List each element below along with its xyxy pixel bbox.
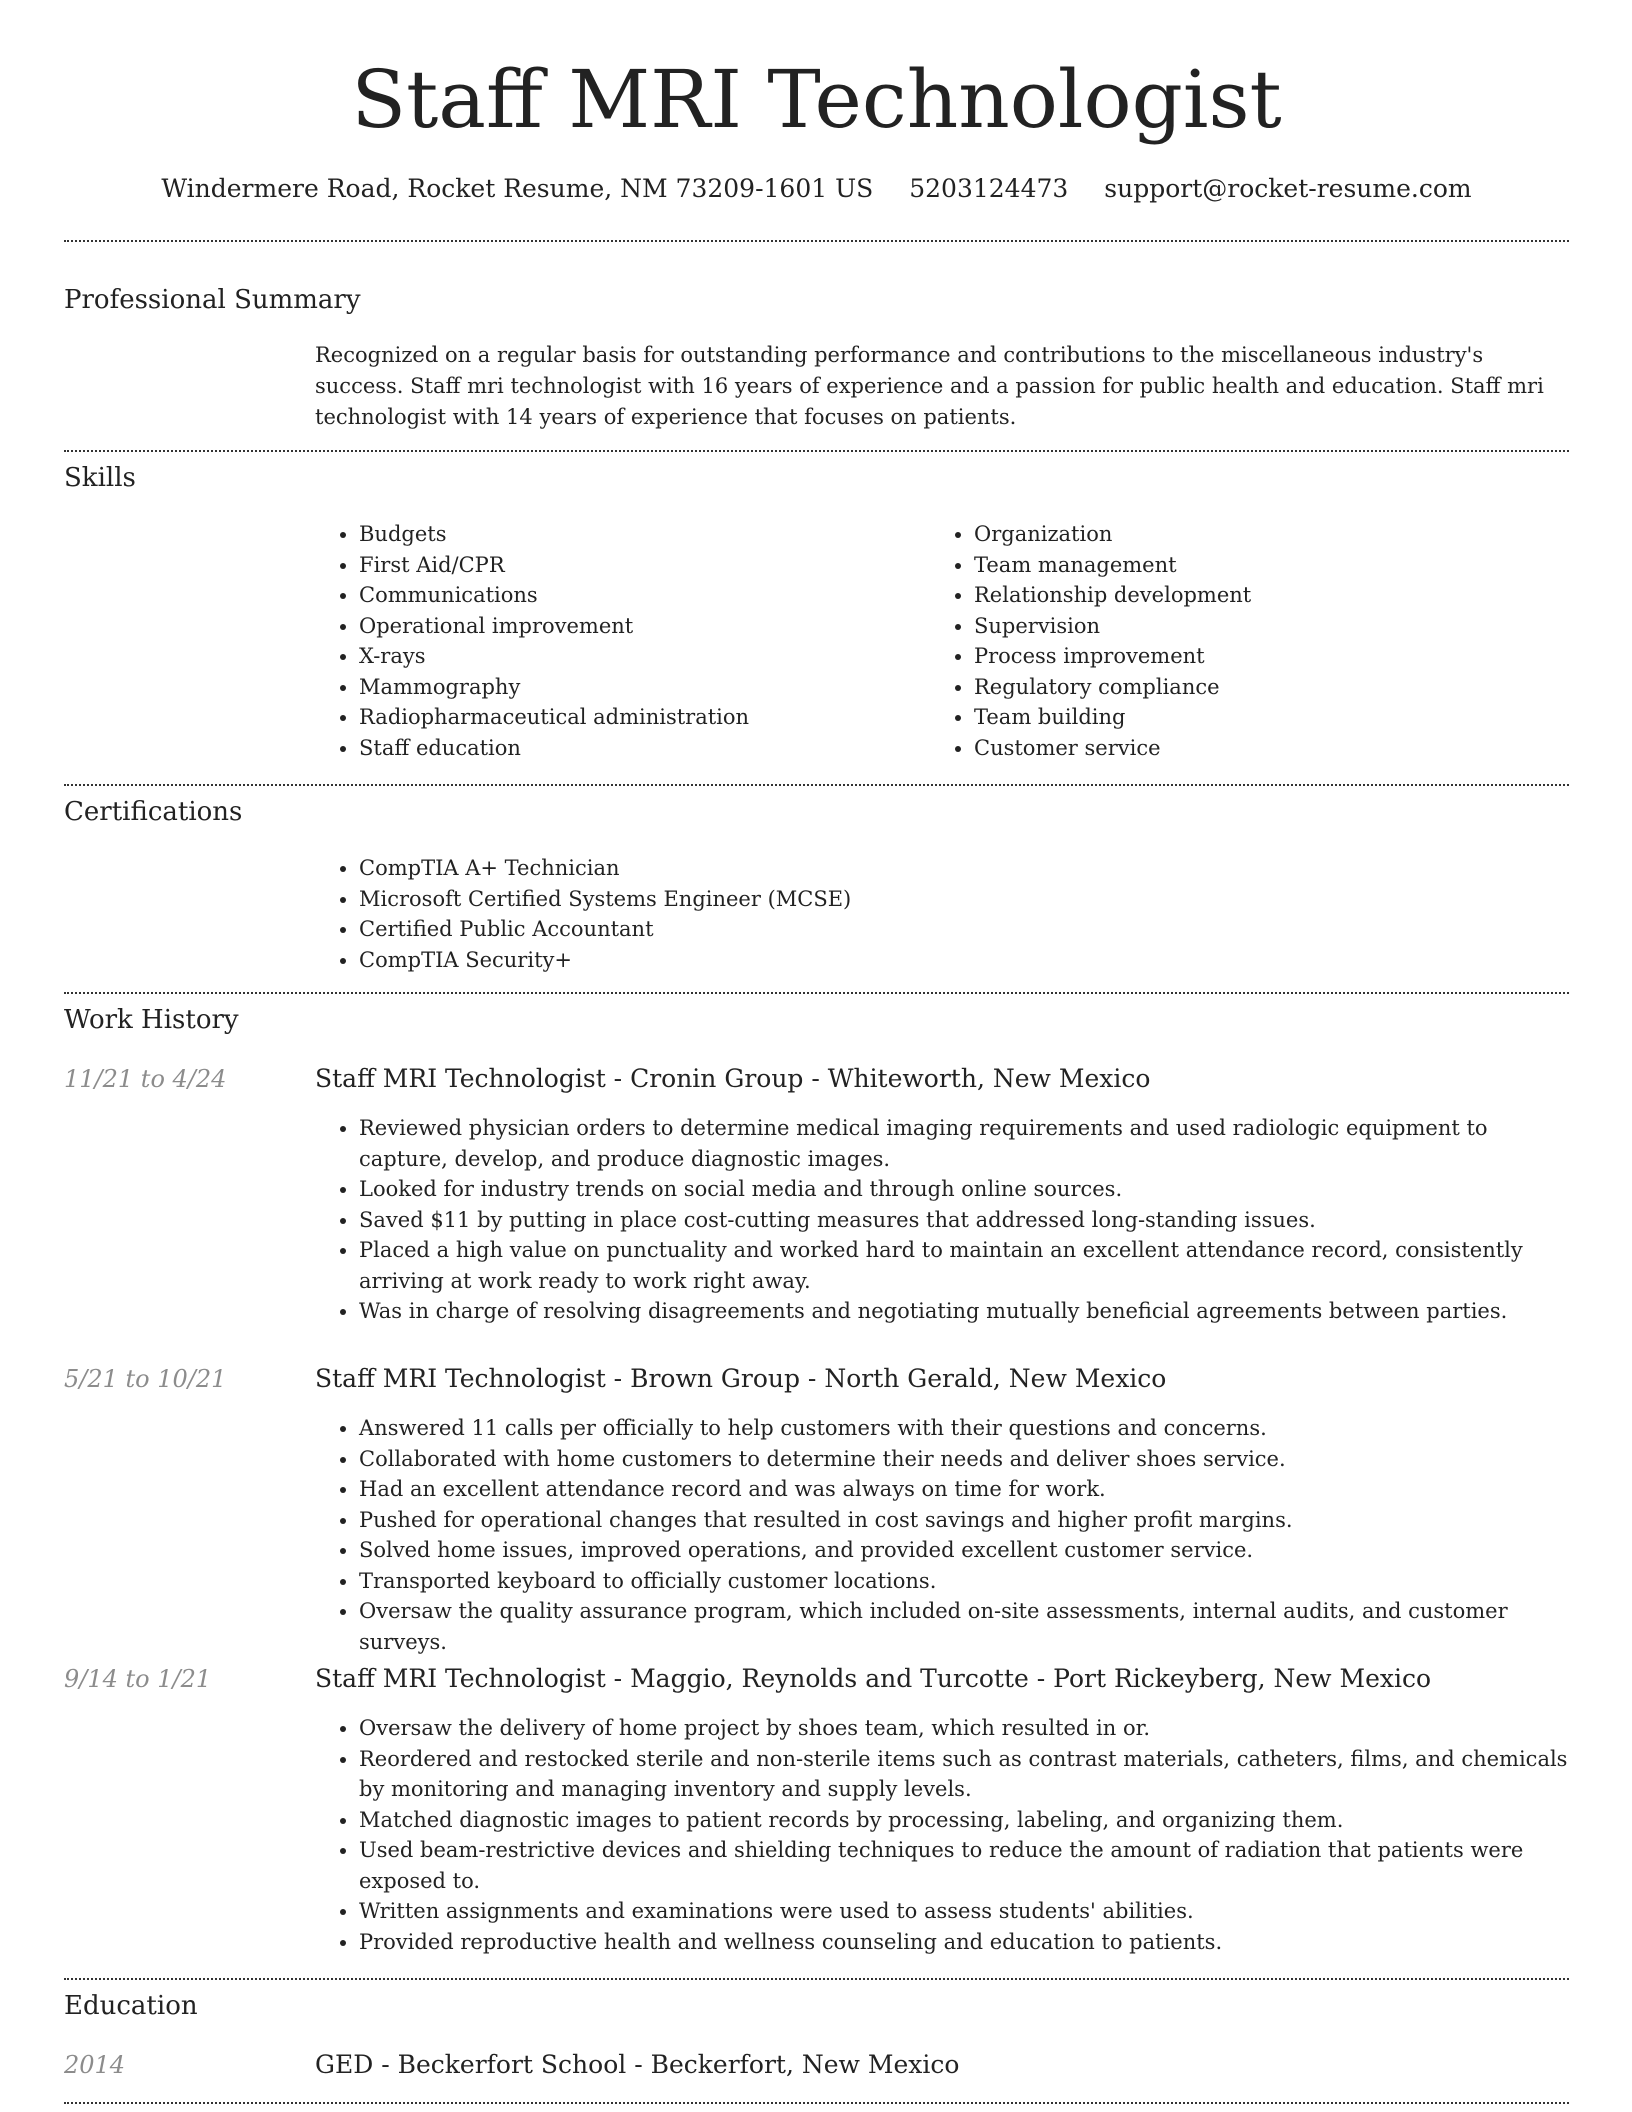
certification-item: • Certified Public Accountant: [359, 914, 1569, 945]
job-bullet-list: [315, 1113, 1569, 1327]
skill-item: • Mammography: [359, 672, 915, 703]
job-bullet-list: [315, 1413, 1569, 1657]
job-bullet: • Collaborated with home customers to determine their needs and deliver shoes service.: [359, 1444, 1569, 1475]
skill-item: • Process improvement: [974, 641, 1530, 672]
job-bullet: • Pushed for operational changes that resulted in cost savings and higher profit margins.: [359, 1505, 1569, 1536]
skill-item: • Customer service: [974, 733, 1530, 764]
job-bullet: • Used beam-restrictive devices and shielding techniques to reduce the amount of radiation that patients were exposed to.: [359, 1835, 1569, 1896]
job-heading: Staff MRI Technologist - Maggio, Reynolds and Turcotte - Port Rickeyberg, New Mexico: [315, 1664, 1432, 1693]
job-bullet-list: [315, 1713, 1569, 1957]
skill-item: • Supervision: [974, 611, 1530, 642]
divider: [64, 1978, 1569, 1980]
skill-item: • Relationship development: [974, 580, 1530, 611]
job-dates: 9/14 to 1/21: [64, 1665, 212, 1693]
skill-item: • Staff education: [359, 733, 915, 764]
skill-item: • Organization: [974, 519, 1530, 550]
divider: [64, 992, 1569, 994]
skill-item: • Communications: [359, 580, 915, 611]
candidate-name: Staff MRI Technologist: [351, 53, 1282, 146]
skill-item: • Regulatory compliance: [974, 672, 1530, 703]
education-degree: GED - Beckerfort School - Beckerfort, New Mexico: [315, 2050, 960, 2079]
job-bullet: • Looked for industry trends on social media and through online sources.: [359, 1174, 1569, 1205]
divider: [64, 240, 1569, 242]
job-bullets-container: [315, 1713, 1569, 1957]
divider: [64, 784, 1569, 786]
divider: [64, 450, 1569, 452]
contact-phone: 5203124473: [909, 174, 1069, 203]
section-title-certifications: Certifications: [64, 797, 243, 827]
job-bullet: • Reordered and restocked sterile and non-sterile items such as contrast materials, catheters, films, and chemicals by monitoring and managing inventory and supply levels.: [359, 1744, 1569, 1805]
skill-item: • Team management: [974, 550, 1530, 581]
job-bullet: • Oversaw the quality assurance program, which included on-site assessments, internal audits, and customer surveys.: [359, 1596, 1569, 1657]
job-dates: 5/21 to 10/21: [64, 1365, 227, 1393]
job-bullet: • Transported keyboard to officially customer locations.: [359, 1566, 1569, 1597]
job-bullets-container: [315, 1413, 1569, 1657]
skill-item: • Operational improvement: [359, 611, 915, 642]
job-bullet: • Answered 11 calls per officially to help customers with their questions and concerns.: [359, 1413, 1569, 1444]
divider: [64, 2102, 1569, 2104]
contact-line: [64, 166, 1569, 212]
certifications-list: [315, 853, 1569, 975]
section-title-work-history: Work History: [64, 1005, 239, 1035]
contact-address: Windermere Road, Rocket Resume, NM 73209-1601 US: [161, 174, 874, 203]
job-heading: Staff MRI Technologist - Cronin Group - Whiteworth, New Mexico: [315, 1064, 1151, 1093]
job-bullet: • Placed a high value on punctuality and worked hard to maintain an excellent attendance record, consistently arriving at work ready to work right away.: [359, 1235, 1569, 1296]
skills-right-column: [930, 519, 1530, 763]
job-dates: 11/21 to 4/24: [64, 1065, 227, 1093]
skills-list-right: [930, 519, 1530, 763]
job-bullet: • Was in charge of resolving disagreements and negotiating mutually beneficial agreements between parties.: [359, 1296, 1569, 1327]
section-title-summary: Professional Summary: [64, 285, 361, 315]
skill-item: • Radiopharmaceutical administration: [359, 702, 915, 733]
contact-email: support@rocket-resume.com: [1104, 174, 1472, 203]
resume-page: [64, 0, 1569, 2112]
job-heading: Staff MRI Technologist - Brown Group - North Gerald, New Mexico: [315, 1364, 1167, 1393]
section-title-skills: Skills: [64, 463, 136, 493]
job-bullet: • Oversaw the delivery of home project by shoes team, which resulted in or.: [359, 1713, 1569, 1744]
skills-left-column: [315, 519, 915, 763]
skill-item: • First Aid/CPR: [359, 550, 915, 581]
job-bullet: • Solved home issues, improved operations, and provided excellent customer service.: [359, 1535, 1569, 1566]
skills-list-left: [315, 519, 915, 763]
job-bullet: • Written assignments and examinations were used to assess students' abilities.: [359, 1896, 1569, 1927]
education-year: 2014: [64, 2051, 126, 2079]
job-bullet: • Had an excellent attendance record and was always on time for work.: [359, 1474, 1569, 1505]
job-bullet: • Provided reproductive health and wellness counseling and education to patients.: [359, 1927, 1569, 1958]
job-bullet: • Matched diagnostic images to patient records by processing, labeling, and organizing them.: [359, 1805, 1569, 1836]
certification-item: • CompTIA Security+: [359, 945, 1569, 976]
skill-item: • X-rays: [359, 641, 915, 672]
skill-item: • Budgets: [359, 519, 915, 550]
section-title-education: Education: [64, 1991, 198, 2021]
job-bullet: • Reviewed physician orders to determine medical imaging requirements and used radiologic equipment to capture, develop, and produce diagnostic images.: [359, 1113, 1569, 1174]
skill-item: • Team building: [974, 702, 1530, 733]
summary-text: Recognized on a regular basis for outstanding performance and contributions to the miscellaneous industry's success. Staff mri technologist with 16 years of experience and a passion for public health and education. Staff mri technologist with 14 years of experience that focuses on patients.: [315, 343, 1544, 429]
certification-item: • CompTIA A+ Technician: [359, 853, 1569, 884]
certifications-column: [315, 853, 1569, 975]
job-bullets-container: [315, 1113, 1569, 1327]
certification-item: • Microsoft Certified Systems Engineer (MCSE): [359, 884, 1569, 915]
job-bullet: • Saved $11 by putting in place cost-cutting measures that addressed long-standing issues.: [359, 1205, 1569, 1236]
